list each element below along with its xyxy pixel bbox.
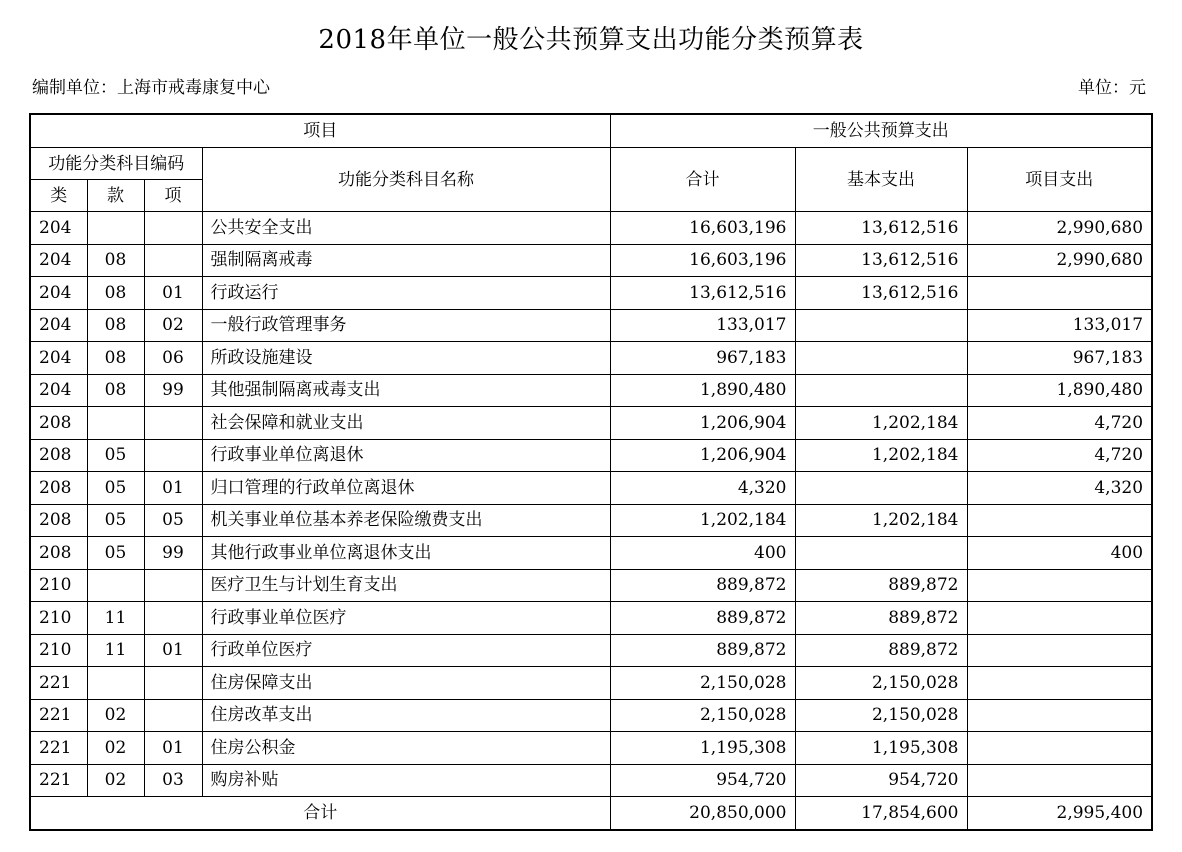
table-row — [30, 602, 1152, 635]
cell-total: 1,206,904 — [610, 407, 795, 440]
cell-name: 行政单位医疗 — [202, 634, 610, 667]
cell-total: 13,612,516 — [610, 277, 795, 310]
cell-project: 400 — [967, 537, 1152, 570]
cell-total: 2,150,028 — [610, 667, 795, 700]
cell-lei: 210 — [30, 569, 87, 602]
table-row — [30, 634, 1152, 667]
table-row — [30, 277, 1152, 310]
cell-total: 1,890,480 — [610, 374, 795, 407]
cell-lei: 204 — [30, 244, 87, 277]
cell-basic: 1,202,184 — [795, 407, 967, 440]
header-project: 项目支出 — [967, 148, 1152, 212]
cell-basic: 1,202,184 — [795, 504, 967, 537]
cell-xiang: 05 — [144, 504, 202, 537]
total-basic: 17,854,600 — [795, 797, 967, 830]
cell-name: 其他行政事业单位离退休支出 — [202, 537, 610, 570]
cell-kuan: 08 — [87, 309, 144, 342]
unit-label: 单位：元 — [1078, 78, 1146, 98]
cell-basic: 2,150,028 — [795, 667, 967, 700]
cell-total: 2,150,028 — [610, 699, 795, 732]
cell-xiang: 01 — [144, 472, 202, 505]
cell-lei: 204 — [30, 212, 87, 245]
cell-total: 4,320 — [610, 472, 795, 505]
header-basic: 基本支出 — [795, 148, 967, 212]
cell-xiang — [144, 602, 202, 635]
cell-basic — [795, 309, 967, 342]
cell-basic: 2,150,028 — [795, 699, 967, 732]
cell-kuan: 02 — [87, 732, 144, 765]
cell-basic: 1,202,184 — [795, 439, 967, 472]
cell-name: 机关事业单位基本养老保险缴费支出 — [202, 504, 610, 537]
cell-project: 4,320 — [967, 472, 1152, 505]
cell-xiang — [144, 569, 202, 602]
cell-kuan: 02 — [87, 764, 144, 797]
cell-total: 16,603,196 — [610, 244, 795, 277]
cell-total: 1,202,184 — [610, 504, 795, 537]
header-code-group: 功能分类科目编码 — [30, 148, 202, 180]
cell-project: 1,890,480 — [967, 374, 1152, 407]
cell-xiang: 02 — [144, 309, 202, 342]
cell-lei: 210 — [30, 602, 87, 635]
header-row-2 — [30, 148, 1152, 180]
cell-total: 954,720 — [610, 764, 795, 797]
table-row — [30, 732, 1152, 765]
budget-table — [29, 113, 1153, 831]
header-total: 合计 — [610, 148, 795, 212]
cell-xiang: 03 — [144, 764, 202, 797]
table-row — [30, 407, 1152, 440]
cell-project: 133,017 — [967, 309, 1152, 342]
cell-project — [967, 732, 1152, 765]
cell-total: 889,872 — [610, 569, 795, 602]
cell-name: 住房保障支出 — [202, 667, 610, 700]
cell-kuan: 11 — [87, 634, 144, 667]
cell-basic — [795, 472, 967, 505]
org-label: 编制单位：上海市戒毒康复中心 — [32, 78, 270, 98]
table-row — [30, 472, 1152, 505]
table-row — [30, 212, 1152, 245]
cell-project: 4,720 — [967, 439, 1152, 472]
cell-name: 行政事业单位离退休 — [202, 439, 610, 472]
cell-project — [967, 504, 1152, 537]
cell-total: 133,017 — [610, 309, 795, 342]
table-row — [30, 244, 1152, 277]
cell-kuan: 08 — [87, 277, 144, 310]
cell-xiang: 01 — [144, 277, 202, 310]
total-label: 合计 — [30, 797, 610, 830]
cell-name: 行政运行 — [202, 277, 610, 310]
cell-kuan: 05 — [87, 472, 144, 505]
total-row — [30, 797, 1152, 830]
cell-basic — [795, 374, 967, 407]
cell-xiang: 01 — [144, 732, 202, 765]
total-sum: 20,850,000 — [610, 797, 795, 830]
cell-kuan — [87, 407, 144, 440]
cell-project — [967, 602, 1152, 635]
cell-name: 住房改革支出 — [202, 699, 610, 732]
cell-xiang: 99 — [144, 374, 202, 407]
cell-basic — [795, 342, 967, 375]
cell-kuan: 08 — [87, 342, 144, 375]
cell-basic: 889,872 — [795, 634, 967, 667]
cell-lei: 221 — [30, 699, 87, 732]
cell-project — [967, 667, 1152, 700]
cell-project — [967, 699, 1152, 732]
cell-xiang: 99 — [144, 537, 202, 570]
cell-total: 889,872 — [610, 602, 795, 635]
header-xiang: 项 — [144, 180, 202, 212]
cell-total: 967,183 — [610, 342, 795, 375]
page-title: 2018年单位一般公共预算支出功能分类预算表 — [318, 25, 864, 55]
cell-project — [967, 569, 1152, 602]
table-row — [30, 569, 1152, 602]
cell-kuan — [87, 667, 144, 700]
cell-basic: 1,195,308 — [795, 732, 967, 765]
cell-xiang: 06 — [144, 342, 202, 375]
cell-name: 其他强制隔离戒毒支出 — [202, 374, 610, 407]
cell-project: 2,990,680 — [967, 212, 1152, 245]
cell-name: 行政事业单位医疗 — [202, 602, 610, 635]
cell-kuan — [87, 569, 144, 602]
cell-total: 1,206,904 — [610, 439, 795, 472]
cell-lei: 210 — [30, 634, 87, 667]
cell-basic: 954,720 — [795, 764, 967, 797]
table-row — [30, 537, 1152, 570]
cell-name: 住房公积金 — [202, 732, 610, 765]
cell-total: 889,872 — [610, 634, 795, 667]
cell-lei: 204 — [30, 374, 87, 407]
cell-lei: 208 — [30, 407, 87, 440]
table-row — [30, 342, 1152, 375]
cell-basic: 13,612,516 — [795, 212, 967, 245]
cell-project — [967, 764, 1152, 797]
cell-xiang — [144, 439, 202, 472]
cell-total: 16,603,196 — [610, 212, 795, 245]
cell-name: 一般行政管理事务 — [202, 309, 610, 342]
table-row — [30, 667, 1152, 700]
header-name: 功能分类科目名称 — [202, 148, 610, 212]
cell-project — [967, 277, 1152, 310]
table-row — [30, 504, 1152, 537]
cell-kuan: 02 — [87, 699, 144, 732]
cell-name: 强制隔离戒毒 — [202, 244, 610, 277]
cell-lei: 208 — [30, 472, 87, 505]
cell-project: 2,990,680 — [967, 244, 1152, 277]
cell-basic — [795, 537, 967, 570]
cell-xiang — [144, 667, 202, 700]
cell-name: 所政设施建设 — [202, 342, 610, 375]
cell-kuan: 05 — [87, 439, 144, 472]
cell-kuan — [87, 212, 144, 245]
header-row-1 — [30, 114, 1152, 148]
cell-project: 967,183 — [967, 342, 1152, 375]
total-project: 2,995,400 — [967, 797, 1152, 830]
table-row — [30, 439, 1152, 472]
cell-lei: 208 — [30, 439, 87, 472]
cell-lei: 204 — [30, 342, 87, 375]
header-budget-group: 一般公共预算支出 — [610, 114, 1152, 148]
cell-basic: 13,612,516 — [795, 244, 967, 277]
cell-lei: 204 — [30, 277, 87, 310]
cell-name: 归口管理的行政单位离退休 — [202, 472, 610, 505]
header-kuan: 款 — [87, 180, 144, 212]
cell-name: 社会保障和就业支出 — [202, 407, 610, 440]
cell-basic: 889,872 — [795, 602, 967, 635]
cell-name: 购房补贴 — [202, 764, 610, 797]
cell-xiang — [144, 212, 202, 245]
cell-project: 4,720 — [967, 407, 1152, 440]
cell-total: 400 — [610, 537, 795, 570]
cell-basic: 889,872 — [795, 569, 967, 602]
cell-lei: 221 — [30, 667, 87, 700]
table-row — [30, 699, 1152, 732]
cell-kuan: 08 — [87, 244, 144, 277]
table-row — [30, 309, 1152, 342]
cell-xiang — [144, 407, 202, 440]
cell-lei: 208 — [30, 504, 87, 537]
table-row — [30, 764, 1152, 797]
cell-lei: 221 — [30, 732, 87, 765]
header-item: 项目 — [30, 114, 610, 148]
cell-lei: 208 — [30, 537, 87, 570]
cell-lei: 221 — [30, 764, 87, 797]
table-row — [30, 374, 1152, 407]
cell-kuan: 11 — [87, 602, 144, 635]
cell-kuan: 05 — [87, 504, 144, 537]
cell-xiang — [144, 699, 202, 732]
cell-kuan: 05 — [87, 537, 144, 570]
cell-kuan: 08 — [87, 374, 144, 407]
cell-name: 医疗卫生与计划生育支出 — [202, 569, 610, 602]
cell-name: 公共安全支出 — [202, 212, 610, 245]
cell-lei: 204 — [30, 309, 87, 342]
cell-xiang: 01 — [144, 634, 202, 667]
cell-basic: 13,612,516 — [795, 277, 967, 310]
header-lei: 类 — [30, 180, 87, 212]
cell-total: 1,195,308 — [610, 732, 795, 765]
cell-xiang — [144, 244, 202, 277]
cell-project — [967, 634, 1152, 667]
